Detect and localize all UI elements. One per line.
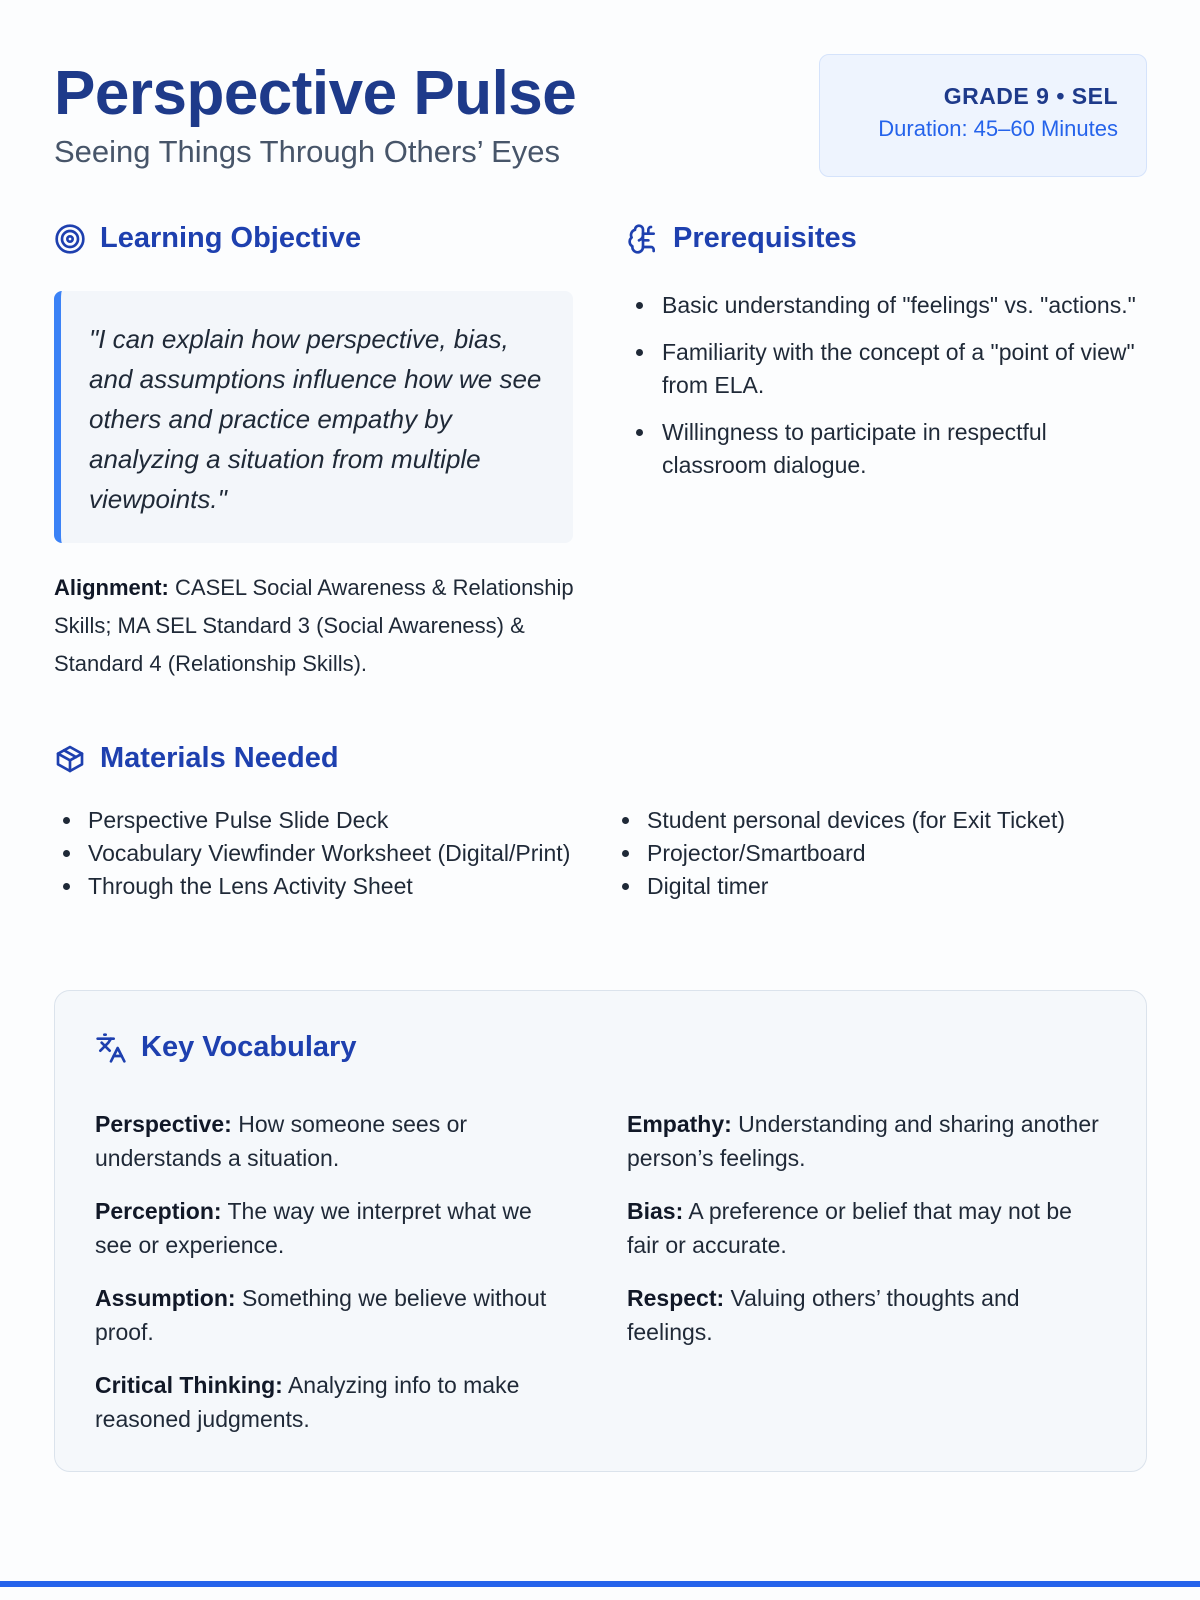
prerequisites-heading	[627, 222, 857, 255]
vocabulary-column-right	[627, 1107, 1107, 1368]
vocab-item-bias	[627, 1194, 1107, 1262]
page-header	[54, 54, 1147, 178]
vocab-item-critical-thinking	[95, 1368, 575, 1436]
vocab-term: Respect:	[627, 1285, 725, 1311]
page-title: Perspective Pulse	[54, 59, 577, 128]
vocab-term: Perception:	[95, 1198, 222, 1224]
vocab-item-respect	[627, 1281, 1107, 1349]
vocabulary-title: Key Vocabulary	[141, 1031, 357, 1063]
duration-label: Duration: 45–60 Minutes	[878, 116, 1118, 141]
vocab-definition: A preference or belief that may not be fair or accurate.	[627, 1198, 1072, 1258]
vocab-item-perspective	[95, 1107, 575, 1175]
vocab-item-assumption	[95, 1281, 575, 1349]
vocab-definition: Analyzing info to make reasoned judgments.	[95, 1372, 520, 1432]
vocab-item-perception	[95, 1194, 575, 1262]
footer-rule	[0, 1581, 1200, 1587]
brain-icon	[627, 223, 659, 255]
alignment-body: CASEL Social Awareness & Relationship Skills; MA SEL Standard 3 (Social Awareness) & Standard 4 (Relationship Skills).	[54, 575, 574, 676]
vocab-term: Critical Thinking:	[95, 1372, 283, 1398]
target-icon	[54, 223, 86, 255]
list-item: Student personal devices (for Exit Ticket)	[613, 804, 1147, 837]
learning-objective-heading	[54, 222, 361, 255]
vocab-term: Empathy:	[627, 1111, 732, 1137]
learning-objective-title: Learning Objective	[100, 222, 362, 254]
vocab-definition: Something we believe without proof.	[95, 1285, 547, 1345]
alignment-text	[54, 569, 579, 683]
materials-title: Materials Needed	[100, 742, 339, 774]
page-subtitle: Seeing Things Through Others’ Eyes	[54, 134, 561, 169]
vocabulary-card	[54, 990, 1147, 1472]
list-item: Perspective Pulse Slide Deck	[54, 804, 574, 837]
vocab-definition: Understanding and sharing another person’s feelings.	[627, 1111, 1099, 1171]
list-item: Through the Lens Activity Sheet	[54, 870, 574, 903]
list-item: Projector/Smartboard	[613, 837, 1147, 870]
prerequisites-title: Prerequisites	[673, 222, 857, 254]
vocab-definition: Valuing others’ thoughts and feelings.	[627, 1285, 1020, 1345]
alignment-label: Alignment:	[54, 575, 169, 600]
objective-quote: "I can explain how perspective, bias, and assumptions influence how we see others and practice empathy by analyzing a situation from multiple viewpoints."	[54, 291, 573, 543]
vocabulary-heading	[95, 1031, 356, 1064]
grade-badge	[819, 54, 1147, 177]
vocab-term: Assumption:	[95, 1285, 236, 1311]
materials-list-left	[54, 804, 574, 903]
vocab-item-empathy	[627, 1107, 1107, 1175]
list-item: Willingness to participate in respectful classroom dialogue.	[627, 416, 1147, 482]
package-icon	[54, 743, 86, 775]
list-item: Vocabulary Viewfinder Worksheet (Digital/Print)	[54, 837, 574, 870]
vocab-definition: How someone sees or understands a situation.	[95, 1111, 468, 1171]
vocab-definition: The way we interpret what we see or experience.	[95, 1198, 532, 1258]
vocab-term: Perspective:	[95, 1111, 232, 1137]
vocab-term: Bias:	[627, 1198, 684, 1224]
translate-icon	[95, 1032, 127, 1064]
materials-heading	[54, 742, 339, 775]
grade-label: GRADE 9 • SEL	[943, 83, 1118, 109]
list-item: Familiarity with the concept of a "point of view" from ELA.	[627, 336, 1147, 402]
materials-list-right	[613, 804, 1147, 903]
vocabulary-column-left	[95, 1107, 575, 1455]
list-item: Basic understanding of "feelings" vs. "actions."	[627, 289, 1147, 322]
prerequisites-list	[627, 289, 1147, 496]
list-item: Digital timer	[613, 870, 1147, 903]
